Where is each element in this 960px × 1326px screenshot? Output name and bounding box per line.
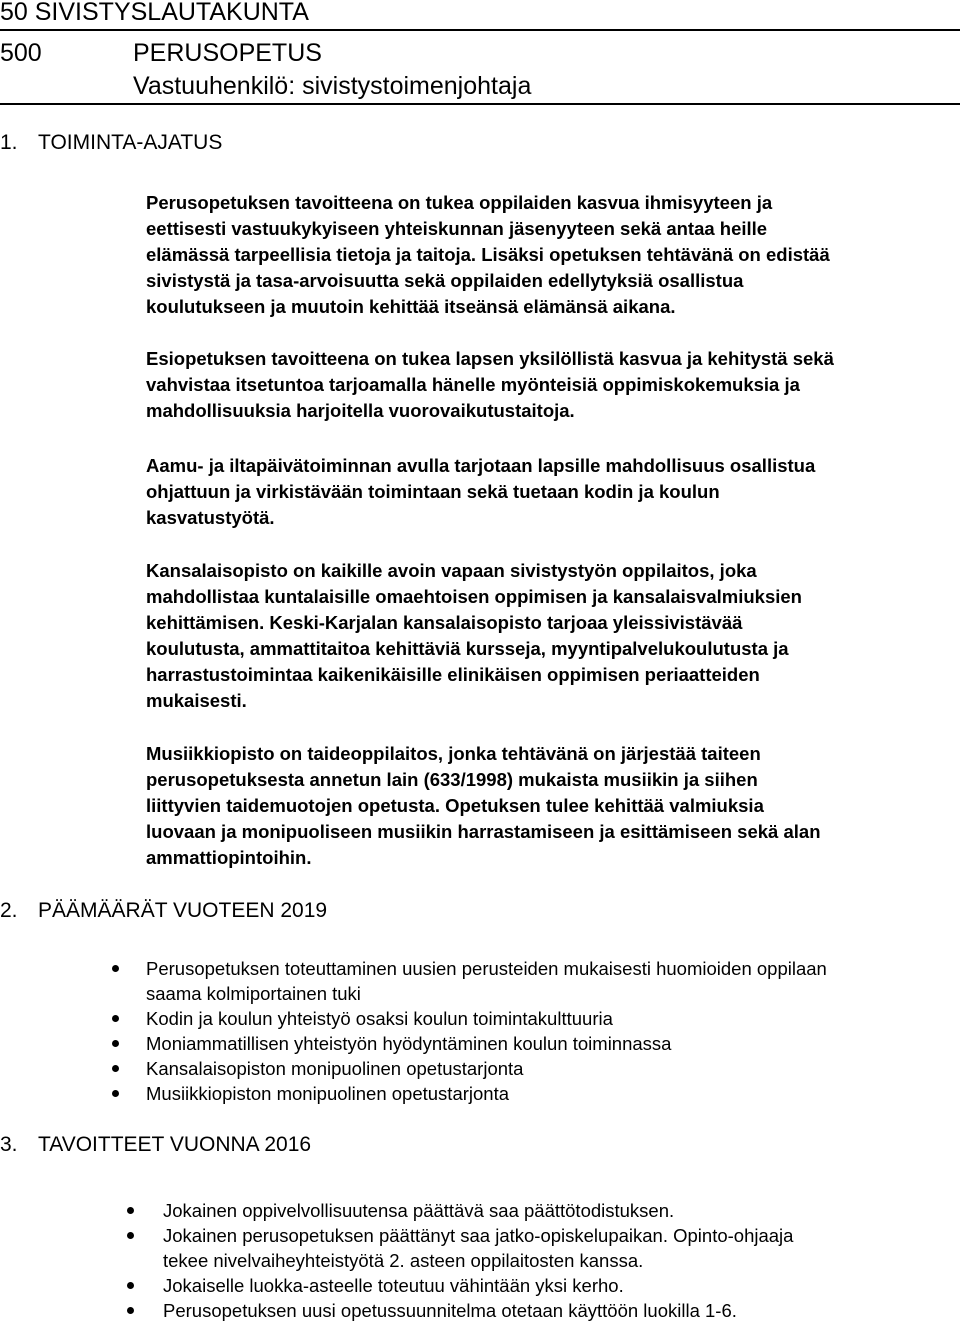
- paragraph-aamu-iltapaivatoiminta: [146, 453, 958, 531]
- list-item-text: Kodin ja koulun yhteistyö osaksi koulun toimintakulttuuria: [146, 1008, 613, 1029]
- text-line: sivistystä ja tasa-arvoisuutta sekä oppilaiden edellytyksiä osallistua: [146, 270, 744, 291]
- list-item-text: Jokainen perusopetuksen päättänyt saa jatko-opiskelupaikan. Opinto-ohjaaja: [163, 1225, 794, 1246]
- text-line: Esiopetuksen tavoitteena on tukea lapsen yksilöllistä kasvua ja kehitystä sekä: [146, 348, 834, 369]
- list-item-text: Jokaiselle luokka-asteelle toteutuu vähintään yksi kerho.: [163, 1275, 624, 1296]
- objectives-list: [163, 1198, 958, 1323]
- list-item-text: Perusopetuksen toteuttaminen uusien perusteiden mukaisesti huomioiden oppilaan: [146, 958, 827, 979]
- unit-name: PERUSOPETUS: [133, 39, 322, 67]
- paragraph-perusopetus: [146, 190, 958, 320]
- section2-number: 2.: [0, 899, 18, 922]
- bullet-icon: [112, 1090, 119, 1097]
- bullet-icon: [112, 1065, 119, 1072]
- text-line: mahdollistaa kuntalaisille omaehtoisen oppimisen ja kansalaisvalmiuksien: [146, 586, 802, 607]
- text-line: vahvistaa itsetuntoa tarjoamalla hänelle myönteisiä oppimiskokemuksia ja: [146, 374, 800, 395]
- goals-list: [146, 956, 958, 1106]
- text-line: Perusopetuksen tavoitteena on tukea oppilaiden kasvua ihmisyyteen ja: [146, 192, 773, 213]
- header-rule-bottom: [0, 103, 960, 105]
- department-title: 50 SIVISTYSLAUTAKUNTA: [0, 0, 309, 26]
- text-line: kehittämisen. Keski-Karjalan kansalaisopisto tarjoaa yleissivistävää: [146, 612, 743, 633]
- list-item-text: Musiikkiopiston monipuolinen opetustarjonta: [146, 1083, 510, 1104]
- section3-number: 3.: [0, 1133, 18, 1156]
- text-line: Kansalaisopisto on kaikille avoin vapaan sivistystyön oppilaitos, joka: [146, 560, 757, 581]
- bullet-icon: [112, 965, 119, 972]
- responsible-person: Vastuuhenkilö: sivistystoimenjohtaja: [133, 72, 532, 100]
- paragraph-esiopetus: [146, 346, 958, 424]
- text-line: eettisesti vastuukykyiseen yhteiskunnan jäsenyyteen sekä antaa heille: [146, 218, 768, 239]
- list-item: [163, 1298, 958, 1323]
- list-item: [163, 1198, 958, 1223]
- text-line: perusopetuksesta annetun lain (633/1998) mukaista musiikin ja siihen: [146, 769, 758, 790]
- text-line: liittyvien taidemuotojen opetusta. Opetuksen tulee kehittää valmiuksia: [146, 795, 764, 816]
- section1-title: TOIMINTA-AJATUS: [38, 131, 223, 154]
- text-line: luovaan ja monipuoliseen musiikin harrastamiseen ja esittämiseen sekä alan: [146, 821, 821, 842]
- section1-number: 1.: [0, 131, 18, 154]
- text-line: koulutusta, ammattitaitoa kehittäviä kursseja, myyntipalvelukoulutusta ja: [146, 638, 789, 659]
- list-item: [146, 956, 958, 1006]
- text-line: mahdollisuuksia harjoitella vuorovaikutustaitoja.: [146, 400, 575, 421]
- list-item-text: saama kolmiportainen tuki: [146, 983, 361, 1004]
- text-line: ohjattuun ja virkistävään toimintaan sekä tuetaan kodin ja koulun: [146, 481, 720, 502]
- list-item: [163, 1223, 958, 1273]
- text-line: elämässä tarpeellisia tietoja ja taitoja. Lisäksi opetuksen tehtävänä on edistää: [146, 244, 830, 265]
- list-item: [146, 1006, 958, 1031]
- text-line: harrastustoimintaa kaikenikäisille elinikäisen oppimisen periaatteiden: [146, 664, 760, 685]
- header-rule-top: [0, 29, 960, 31]
- list-item: [163, 1273, 958, 1298]
- text-line: ammattiopintoihin.: [146, 847, 312, 868]
- bullet-icon: [112, 1040, 119, 1047]
- bullet-icon: [127, 1207, 134, 1214]
- list-item-text: Kansalaisopiston monipuolinen opetustarjonta: [146, 1058, 524, 1079]
- section2-title: PÄÄMÄÄRÄT VUOTEEN 2019: [38, 899, 328, 922]
- unit-code: 500: [0, 39, 42, 67]
- paragraph-musiikkiopisto: [146, 741, 958, 871]
- bullet-icon: [112, 1015, 119, 1022]
- list-item-text: tekee nivelvaiheyhteistyötä 2. asteen oppilaitosten kanssa.: [163, 1250, 644, 1271]
- bullet-icon: [127, 1307, 134, 1314]
- bullet-icon: [127, 1282, 134, 1289]
- list-item-text: Perusopetuksen uusi opetussuunnitelma otetaan käyttöön luokilla 1-6.: [163, 1300, 737, 1321]
- paragraph-kansalaisopisto: [146, 558, 958, 714]
- bullet-icon: [127, 1232, 134, 1239]
- text-line: mukaisesti.: [146, 690, 247, 711]
- list-item-text: Moniammatillisen yhteistyön hyödyntäminen koulun toiminnassa: [146, 1033, 672, 1054]
- text-line: Aamu- ja iltapäivätoiminnan avulla tarjotaan lapsille mahdollisuus osallistua: [146, 455, 816, 476]
- section3-title: TAVOITTEET VUONNA 2016: [38, 1133, 312, 1156]
- list-item-text: Jokainen oppivelvollisuutensa päättävä saa päättötodistuksen.: [163, 1200, 675, 1221]
- list-item: [146, 1031, 958, 1056]
- text-line: kasvatustyötä.: [146, 507, 275, 528]
- list-item: [146, 1081, 958, 1106]
- list-item: [146, 1056, 958, 1081]
- text-line: Musiikkiopisto on taideoppilaitos, jonka tehtävänä on järjestää taiteen: [146, 743, 761, 764]
- text-line: koulutukseen ja muutoin kehittää itseänsä elämänsä aikana.: [146, 296, 676, 317]
